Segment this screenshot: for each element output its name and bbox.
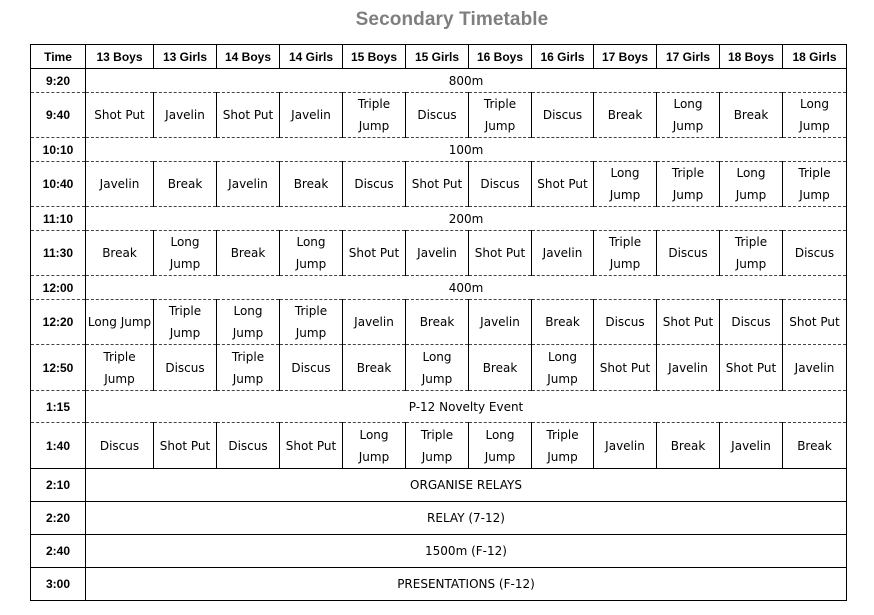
event-label: Jump [799,188,830,202]
span-event-cell: 100m [86,138,847,162]
event-cell [217,93,280,138]
event-cell [343,231,406,276]
event-label: Shot Put [222,108,274,122]
event-cell [343,300,406,345]
event-label: Javelin [668,360,708,375]
span-row [31,568,847,601]
event-label: Long Jump [87,315,152,329]
event-label: Jump [484,449,516,464]
event-label: Discus [731,315,771,329]
span-event-cell: P-12 Novelty Event [86,391,847,423]
event-cell [154,423,217,469]
event-label: Triple [103,349,136,364]
event-cell [154,231,217,276]
event-label: Break [670,438,706,453]
event-label: Jump [232,371,264,386]
event-cell [343,423,406,469]
span-row [31,391,847,423]
event-label: Triple [608,235,642,249]
event-label: Triple [231,349,265,364]
time-cell: 10:40 [31,162,86,207]
event-label: Shot Put [94,108,145,122]
event-label: Jump [735,257,767,271]
time-cell: 12:50 [31,345,86,391]
span-event-cell: ORGANISE RELAYS [86,469,847,502]
header-18-boys: 18 Boys [720,45,783,69]
event-label: Discus [165,360,205,375]
event-cell [406,231,469,276]
span-row [31,69,847,93]
event-cell [657,231,720,276]
time-cell: 11:30 [31,231,86,276]
event-cell [657,300,720,345]
event-label: Jump [358,449,390,464]
event-cell [720,423,783,469]
event-cell [783,300,847,345]
event-label: Break [167,177,203,191]
event-label: Discus [480,177,520,191]
header-17-girls: 17 Girls [657,45,720,69]
event-cell [657,93,720,138]
span-row [31,207,847,231]
event-label: Javelin [542,246,583,260]
event-cell [532,345,594,391]
span-row [31,276,847,300]
event-cell [532,93,594,138]
event-cell [280,423,343,469]
event-label: Break [356,360,392,375]
header-14-boys: 14 Boys [217,45,280,69]
event-cell [469,300,532,345]
event-cell [86,345,154,391]
event-label: Jump [672,188,704,202]
event-label: Discus [668,246,708,260]
event-label: Jump [169,326,201,340]
event-cell [154,93,217,138]
event-label: Long [799,97,830,111]
event-cell [154,345,217,391]
event-label: Jump [735,188,767,202]
header-row [31,45,847,69]
header-18-girls: 18 Girls [783,45,847,69]
event-cell [594,231,657,276]
event-cell [720,300,783,345]
event-cell [720,231,783,276]
event-cell [594,345,657,391]
event-label: Break [102,246,137,260]
event-cell [343,345,406,391]
event-cell [469,423,532,469]
event-label: Long [547,349,578,364]
event-label: Triple [357,97,391,111]
event-label: Javelin [731,438,771,453]
event-cell [86,93,154,138]
event-label: Discus [605,315,645,329]
event-cell [532,300,594,345]
event-label: Javelin [165,108,205,122]
event-cell [86,162,154,207]
event-label: Shot Put [159,438,211,453]
event-label: Javelin [99,177,140,191]
event-cell [720,162,783,207]
event-label: Javelin [417,246,457,260]
event-cell [343,93,406,138]
event-cell [217,300,280,345]
event-label: Discus [542,108,583,122]
event-label: Triple [546,427,579,442]
event-label: Jump [672,119,704,133]
event-cell [217,423,280,469]
span-event-cell: PRESENTATIONS (F-12) [86,568,847,601]
event-cell [532,162,594,207]
event-label: Long [422,349,452,364]
header-16-girls: 16 Girls [532,45,594,69]
event-cell [594,300,657,345]
header-13-girls: 13 Girls [154,45,217,69]
event-cell [406,300,469,345]
event-label: Triple [671,166,705,180]
event-label: Long [170,235,200,249]
event-cell [406,162,469,207]
event-cell [783,162,847,207]
time-cell: 1:15 [31,391,86,423]
event-label: Javelin [354,315,394,329]
event-row [31,423,847,469]
event-label: Jump [232,326,264,340]
event-label: Triple [483,97,517,111]
event-label: Break [545,315,580,329]
event-label: Shot Put [474,246,526,260]
event-label: Jump [421,449,453,464]
event-label: Triple [168,304,202,318]
event-label: Triple [294,304,328,318]
event-row [31,300,847,345]
event-label: Long [736,166,766,180]
event-cell [154,300,217,345]
event-label: Javelin [794,360,835,375]
event-label: Shot Put [789,315,840,329]
event-cell [280,162,343,207]
time-cell: 2:20 [31,502,86,535]
event-cell [469,162,532,207]
event-label: Discus [417,108,457,122]
event-cell [532,423,594,469]
event-label: Javelin [228,177,268,191]
event-label: Jump [104,371,135,386]
event-cell [657,162,720,207]
event-label: Shot Put [348,246,400,260]
event-label: Break [482,360,518,375]
event-label: Triple [734,235,768,249]
timetable [30,44,847,601]
header-17-boys: 17 Boys [594,45,657,69]
event-cell [594,162,657,207]
span-event-cell: RELAY (7-12) [86,502,847,535]
event-label: Jump [547,371,578,386]
event-cell [217,162,280,207]
page-title: Secondary Timetable [355,9,549,30]
event-label: Break [733,108,769,122]
event-row [31,162,847,207]
event-label: Break [797,438,832,453]
event-label: Jump [547,449,578,464]
event-cell [469,93,532,138]
span-row [31,535,847,568]
event-cell [86,300,154,345]
time-cell: 9:20 [31,69,86,93]
event-label: Javelin [480,315,520,329]
event-label: Shot Put [285,438,337,453]
event-cell [406,345,469,391]
event-cell [783,345,847,391]
event-cell [469,345,532,391]
event-cell [86,423,154,469]
event-label: Jump [609,257,641,271]
event-label: Discus [794,246,835,260]
event-label: Jump [799,119,830,133]
event-label: Jump [295,257,327,271]
event-cell [217,231,280,276]
span-event-cell: 1500m (F-12) [86,535,847,568]
header-time: Time [31,45,86,69]
event-label: Discus [354,177,394,191]
event-cell [469,231,532,276]
event-cell [280,93,343,138]
time-cell: 2:40 [31,535,86,568]
event-label: Break [230,246,266,260]
event-label: Break [419,315,455,329]
header-15-girls: 15 Girls [406,45,469,69]
event-cell [217,345,280,391]
event-label: Jump [484,119,516,133]
event-cell [594,93,657,138]
time-cell: 2:10 [31,469,86,502]
event-label: Javelin [605,438,645,453]
event-cell [720,345,783,391]
event-cell [783,93,847,138]
event-cell [657,423,720,469]
event-label: Long [673,97,703,111]
event-cell [154,162,217,207]
header-16-boys: 16 Boys [469,45,532,69]
time-cell: 11:10 [31,207,86,231]
span-row [31,469,847,502]
time-cell: 9:40 [31,93,86,138]
event-label: Triple [420,427,454,442]
event-cell [343,162,406,207]
event-label: Long [610,166,640,180]
event-cell [720,93,783,138]
header-13-boys: 13 Boys [86,45,154,69]
span-event-cell: 800m [86,69,847,93]
event-label: Break [607,108,643,122]
event-cell [783,231,847,276]
event-label: Shot Put [411,177,463,191]
event-label: Discus [99,438,140,453]
event-row [31,345,847,391]
event-label: Long [233,304,263,318]
event-label: Long [359,427,389,442]
event-cell [280,345,343,391]
event-row [31,231,847,276]
event-label: Long [296,235,326,249]
event-cell [406,93,469,138]
time-cell: 12:20 [31,300,86,345]
event-row [31,93,847,138]
span-event-cell: 400m [86,276,847,300]
event-label: Jump [421,371,453,386]
event-label: Triple [798,166,831,180]
event-label: Javelin [291,108,331,122]
event-cell [280,231,343,276]
span-row [31,502,847,535]
event-cell [86,231,154,276]
event-label: Shot Put [725,360,777,375]
time-cell: 3:00 [31,568,86,601]
event-label: Jump [358,119,390,133]
event-label: Shot Put [599,360,651,375]
event-label: Discus [228,438,268,453]
event-label: Jump [169,257,201,271]
header-14-girls: 14 Girls [280,45,343,69]
event-cell [532,231,594,276]
event-label: Shot Put [537,177,588,191]
event-label: Shot Put [662,315,714,329]
event-label: Discus [291,360,331,375]
time-cell: 12:00 [31,276,86,300]
time-cell: 10:10 [31,138,86,162]
time-cell: 1:40 [31,423,86,469]
event-label: Jump [609,188,641,202]
span-row [31,138,847,162]
event-cell [594,423,657,469]
event-cell [280,300,343,345]
event-label: Jump [295,326,327,340]
event-label: Break [293,177,329,191]
event-cell [657,345,720,391]
header-15-boys: 15 Boys [343,45,406,69]
event-cell [406,423,469,469]
span-event-cell: 200m [86,207,847,231]
event-label: Long [485,427,515,442]
event-cell [783,423,847,469]
